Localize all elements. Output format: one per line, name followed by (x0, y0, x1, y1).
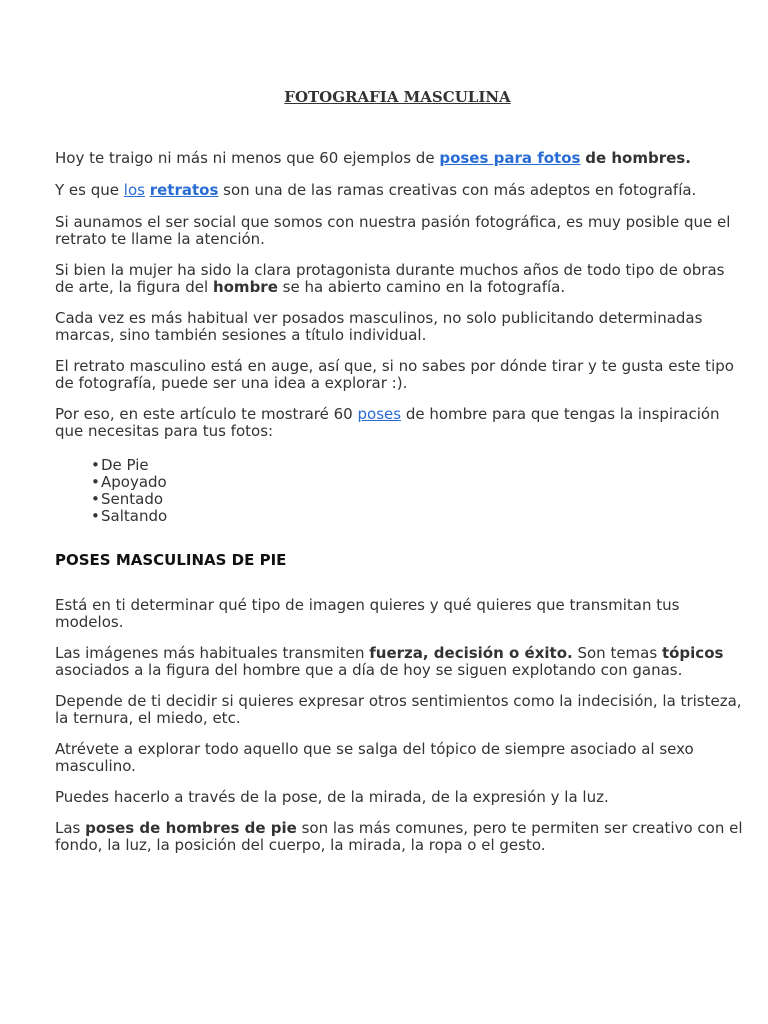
bullet-icon: • (91, 456, 100, 474)
paragraph-explorar: Atrévete a explorar todo aquello que se salga del tópico de siempre asociado al sexo masculino. (55, 740, 694, 775)
link-los[interactable]: los (123, 181, 145, 199)
section-heading: POSES MASCULINAS DE PIE (55, 551, 287, 569)
paragraph-auge: El retrato masculino está en auge, así que, si no sabes por dónde tirar y te gusta este tipo de fotografía, puede ser una idea a explorar :). (55, 357, 734, 392)
paragraph-articulo: Por eso, en este artículo te mostraré 60 poses de hombre para que tengas la inspiración que necesitas para tus fotos: (55, 405, 720, 440)
paragraph-poses-de-pie: Las poses de hombres de pie son las más comunes, pero te permiten ser creativo con el fondo, la luz, la posición del cuerpo, la mirada, la ropa o el gesto. (55, 819, 743, 854)
list-item: • Apoyado (91, 473, 167, 491)
link-poses-para-fotos[interactable]: poses para fotos (439, 149, 581, 167)
list-item: • Saltando (91, 507, 168, 525)
paragraph-sentimientos: Depende de ti decidir si quieres expresar otros sentimientos como la indecisión, la tristeza, la ternura, el miedo, etc. (55, 692, 742, 727)
link-poses[interactable]: poses (357, 405, 402, 423)
bullet-icon: • (91, 473, 100, 491)
page-title: FOTOGRAFIA MASCULINA (284, 88, 511, 106)
paragraph-social: Si aunamos el ser social que somos con nuestra pasión fotográfica, es muy posible que el retrato te llame la atención. (55, 213, 731, 248)
paragraph-retratos: Y es que los retratos son una de las ramas creativas con más adeptos en fotografía. (55, 181, 697, 199)
paragraph-mujer: Si bien la mujer ha sido la clara protagonista durante muchos años de todo tipo de obras de arte, la figura del hombre se ha abierto camino en la fotografía. (55, 261, 725, 296)
paragraph-pose: Puedes hacerlo a través de la pose, de la mirada, de la expresión y la luz. (55, 788, 609, 806)
link-retratos[interactable]: retratos (149, 181, 219, 199)
article-body (55, 150, 745, 854)
bullet-icon: • (91, 490, 100, 508)
paragraph-determinar: Está en ti determinar qué tipo de imagen quieres y qué quieres que transmitan tus modelos. (55, 596, 680, 631)
list-item: • Sentado (91, 490, 164, 508)
paragraph-imagenes: Las imágenes más habituales transmiten fuerza, decisión o éxito. Son temas tópicos asociados a la figura del hombre que a día de hoy se siguen explotando con ganas. (55, 644, 724, 679)
list-item: • De Pie (91, 456, 149, 474)
poses-list (55, 457, 745, 525)
paragraph-intro: Hoy te traigo ni más ni menos que 60 ejemplos de poses para fotos de hombres. (55, 149, 691, 167)
bullet-icon: • (91, 507, 100, 525)
paragraph-posados: Cada vez es más habitual ver posados masculinos, no solo publicitando determinadas marcas, sino también sesiones a título individual. (55, 309, 703, 344)
